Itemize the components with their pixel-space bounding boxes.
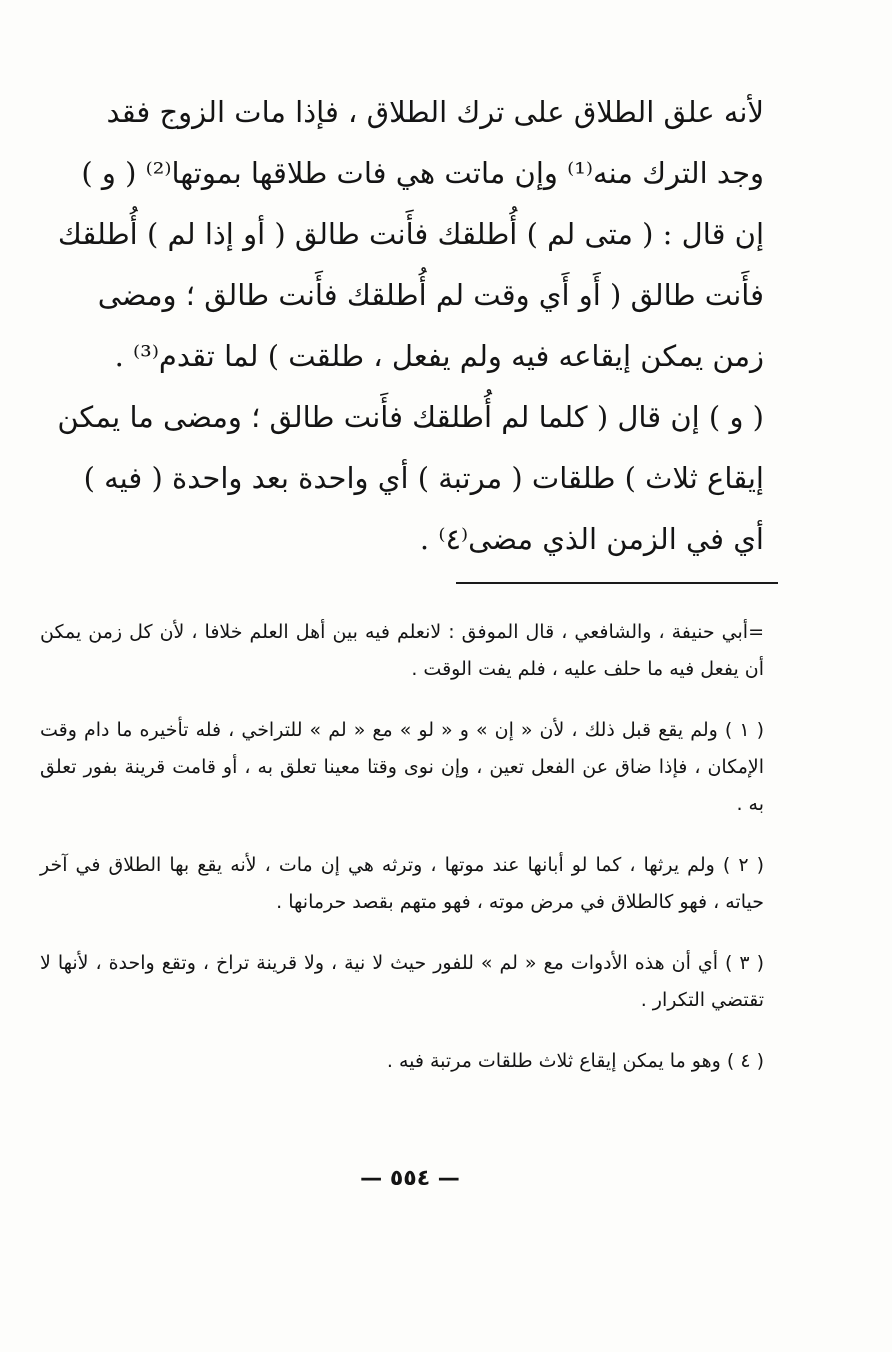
footnote-divider: [456, 582, 778, 584]
footnote-2: ( ٢ ) ولم يرثها ، كما لو أبانها عند موتها ، وترثه هي إن مات ، لأنه يقع بها الطلاق في آخر حياته ، فهو كالطلاق في مرض موته ، فهو متهم بقصد حرمانها .: [40, 854, 764, 913]
page-number: — ٥٥٤ —: [360, 1166, 460, 1191]
main-text-line: فأَنت طالق ( أَو أَي وقت لم أُطلقك فأَنت طالق ؛ ومضى: [97, 278, 764, 312]
main-text-line: ( و ) إن قال ( كلما لم أُطلقك فأَنت طالق ؛ ومضى ما يمكن: [57, 400, 764, 434]
main-text-line: زمن يمكن إيقاعه فيه ولم يفعل ، طلقت ) لما تقدم⁽³⁾ .: [114, 339, 764, 373]
main-text-line: أي في الزمن الذي مضى⁽٤⁾ .: [419, 522, 764, 556]
footnote-1: ( ١ ) ولم يقع قبل ذلك ، لأن « إن » و « لو » مع « لم » للتراخي ، فله تأخيره ما دام وقت الإمكان ، فإذا ضاق عن الفعل تعين ، وإن نوى وقتا معينا تعلق به ، أو قامت قرينة بفور تعلق به .: [40, 719, 765, 815]
main-text-line: وجد الترك منه⁽¹⁾ وإن ماتت هي فات طلاقها بموتها⁽²⁾ ( و ): [81, 156, 764, 190]
main-text-line: إيقاع ثلاث ) طلقات ( مرتبة ) أي واحدة بعد واحدة ( فيه ): [83, 461, 764, 495]
main-text-line: لأنه علق الطلاق على ترك الطلاق ، فإذا مات الزوج فقد: [106, 95, 764, 129]
footnote-4: ( ٤ ) وهو ما يمكن إيقاع ثلاث طلقات مرتبة فيه .: [386, 1050, 764, 1072]
main-text-line: إن قال : ( متى لم ) أُطلقك فأَنت طالق ( أو إذا لم ) أُطلقك: [57, 217, 764, 251]
footnote-continuation: =أبي حنيفة ، والشافعي ، قال الموفق : لانعلم فيه بين أهل العلم خلافا ، لأن كل زمن يمكن أن يفعل فيه ما حلف عليه ، فلم يفت الوقت .: [40, 621, 764, 680]
footnote-3: ( ٣ ) أي أن هذه الأدوات مع « لم » للفور حيث لا نية ، ولا قرينة تراخ ، وتقع واحدة ، لأنها لا تقتضي التكرار .: [40, 952, 764, 1011]
footnotes-block: [40, 614, 764, 1104]
main-text-block: [40, 82, 764, 570]
